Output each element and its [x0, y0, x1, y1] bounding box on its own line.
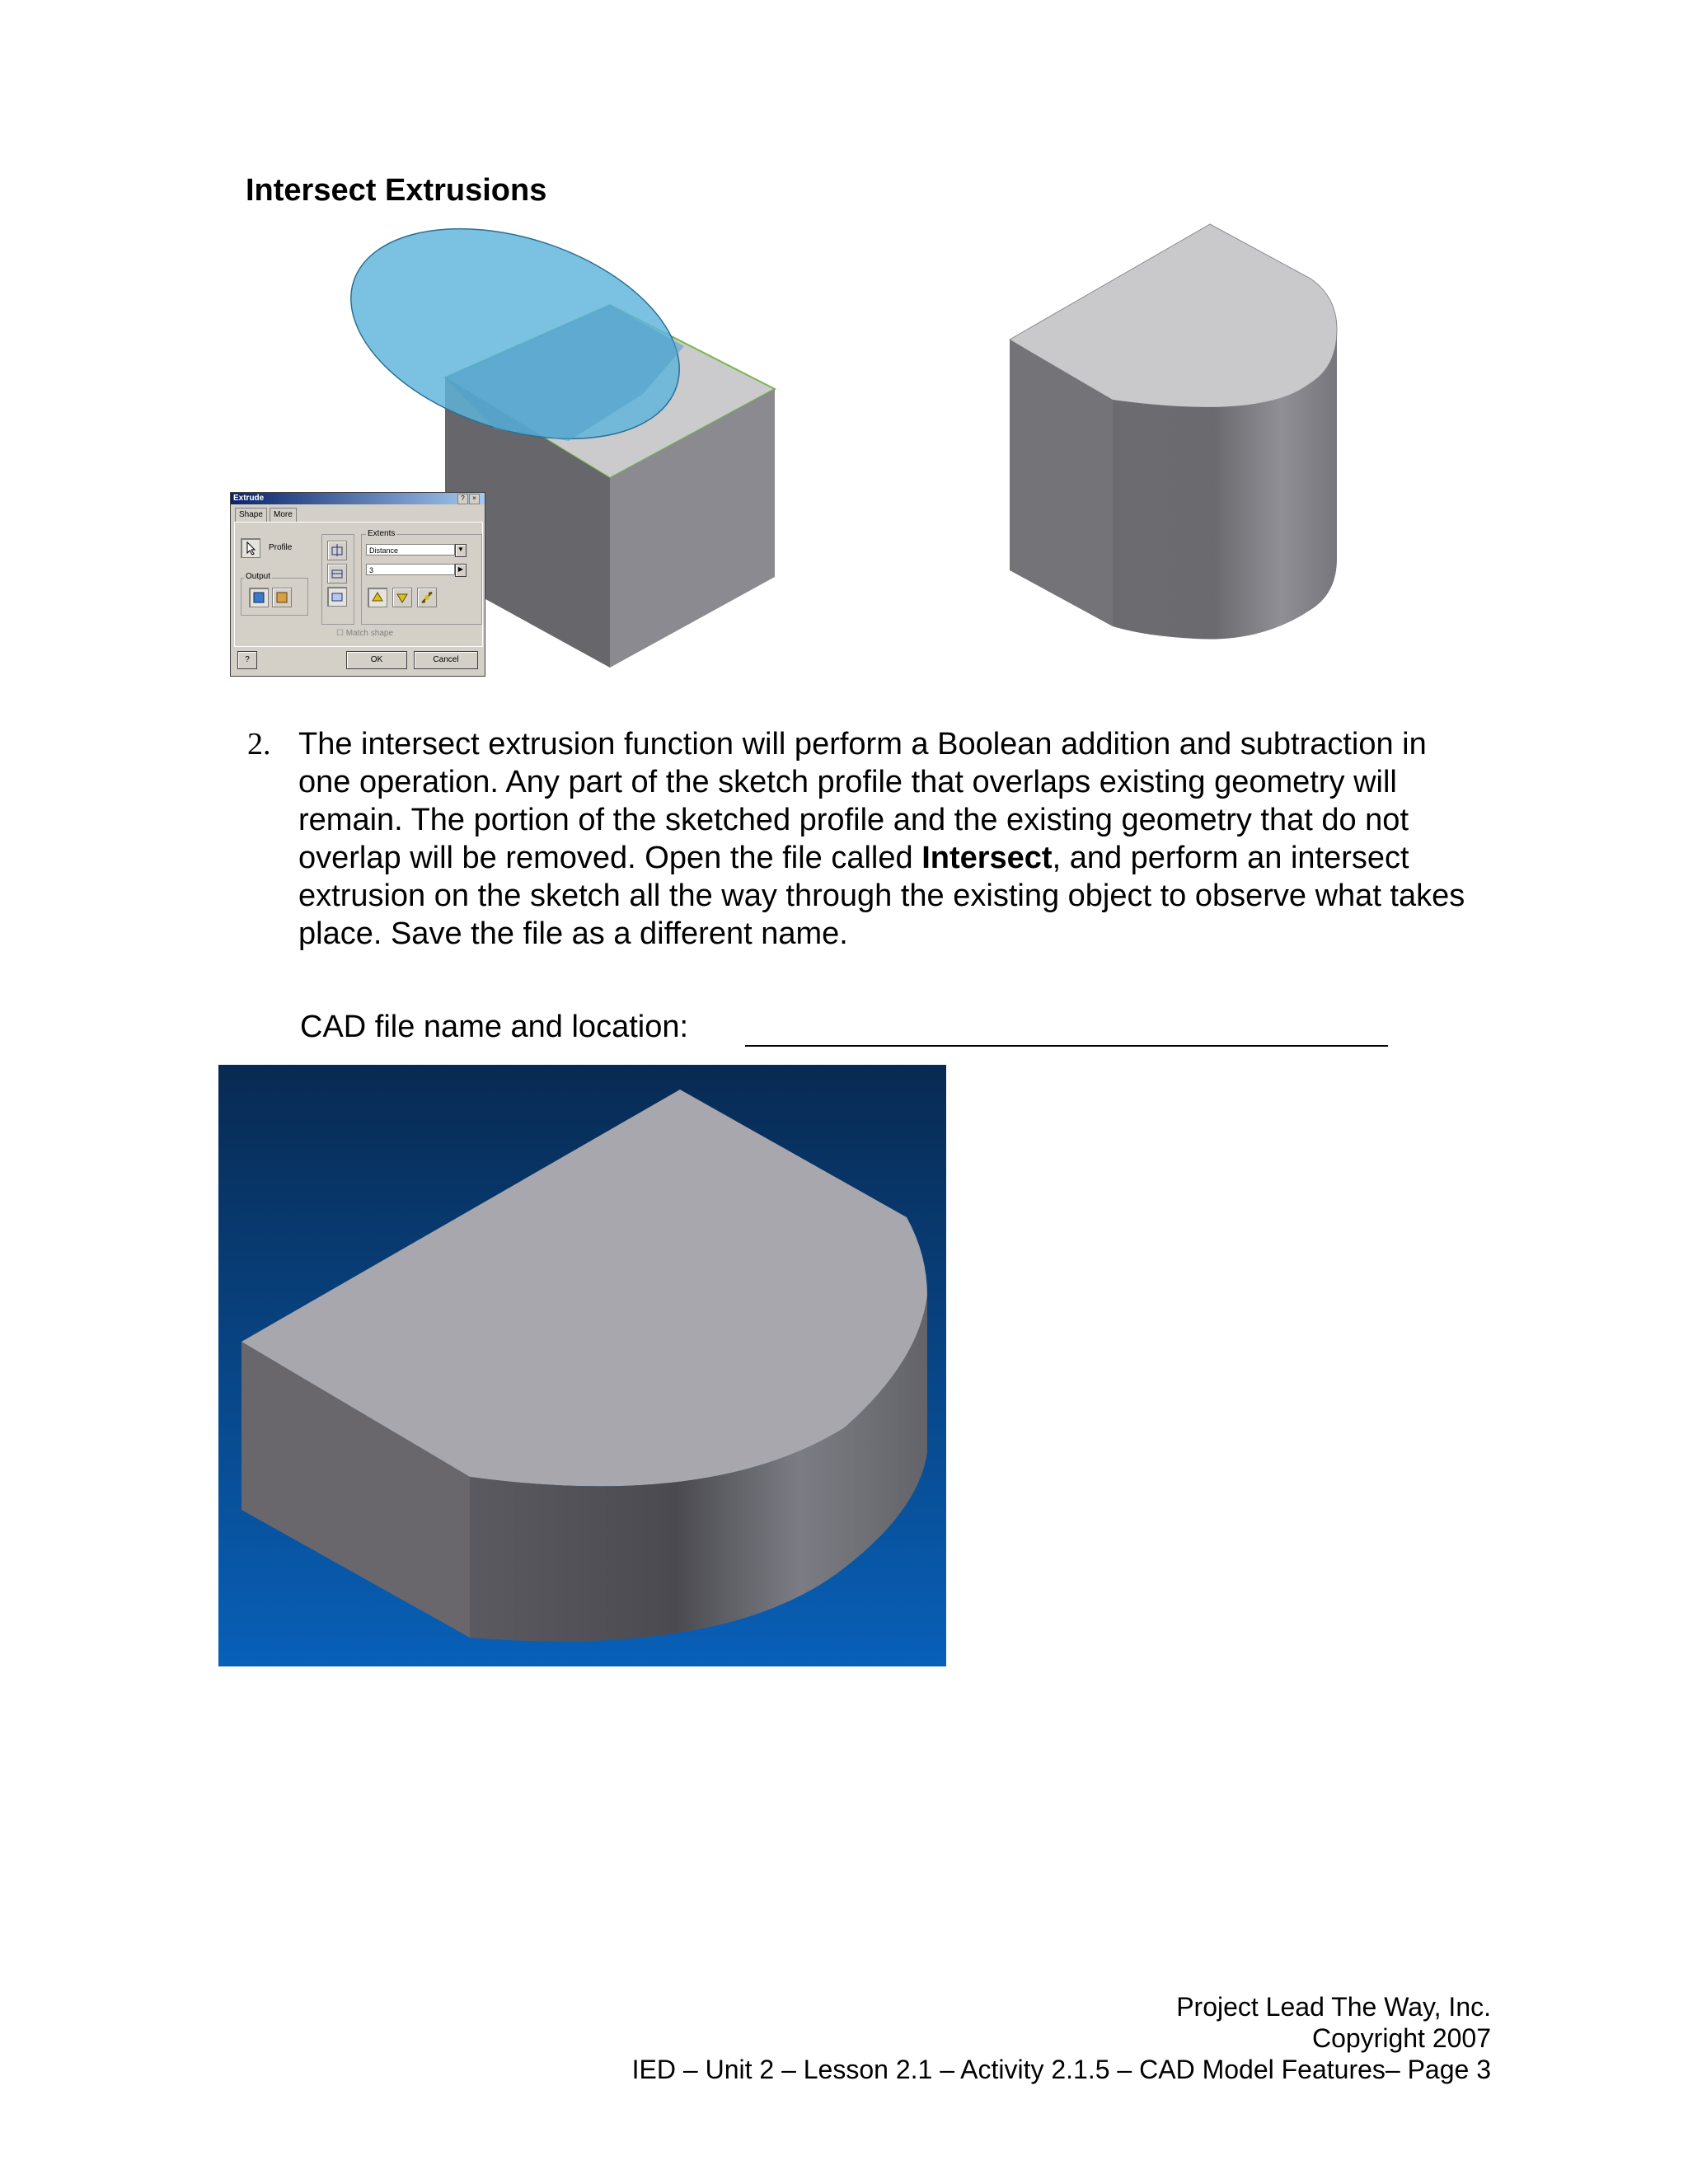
direction-1-button[interactable]	[368, 588, 387, 607]
cad-file-label: CAD file name and location:	[300, 1010, 689, 1044]
output-surface-button[interactable]	[272, 588, 292, 607]
extents-label: Extents	[368, 529, 396, 538]
step-number: 2.	[247, 727, 271, 762]
tab-more[interactable]: More	[270, 508, 297, 522]
output-solid-button[interactable]	[249, 588, 269, 607]
intersect-button[interactable]	[327, 587, 347, 607]
cancel-button[interactable]: Cancel	[414, 651, 478, 669]
output-label: Output	[246, 572, 271, 581]
ok-button[interactable]: OK	[346, 651, 407, 669]
match-shape-label: Match shape	[345, 629, 394, 638]
extents-dropdown-arrow[interactable]: ▼	[455, 544, 467, 557]
direction-arrow-icon	[368, 588, 387, 607]
step-2	[247, 725, 1484, 953]
page-footer	[632, 1991, 1491, 2085]
match-shape-checkbox[interactable]: ☐ Match shape	[336, 629, 394, 638]
symmetric-button[interactable]	[417, 588, 437, 607]
join-icon	[328, 541, 346, 560]
dialog-help-titlebar-button[interactable]: ?	[457, 494, 468, 504]
cursor-arrow-icon	[241, 539, 260, 557]
distance-input[interactable]: 3	[366, 564, 455, 575]
dialog-close-button[interactable]: ×	[469, 494, 480, 504]
surface-icon	[273, 588, 291, 607]
intersect-result	[1010, 224, 1337, 640]
dialog-help-button[interactable]: ?	[237, 651, 257, 669]
solid-icon	[250, 588, 268, 607]
cad-file-answer-line[interactable]	[745, 1045, 1388, 1047]
footer-organization: Project Lead The Way, Inc.	[1176, 1992, 1491, 2022]
footer-copyright: Copyright 2007	[1311, 2023, 1491, 2053]
direction-arrow-icon	[393, 588, 411, 607]
cut-icon	[328, 565, 346, 583]
intersect-icon	[328, 588, 346, 606]
extrude-dialog	[230, 492, 485, 677]
cut-button[interactable]	[327, 564, 347, 583]
profile-select-button[interactable]	[241, 538, 260, 558]
direction-2-button[interactable]	[392, 588, 412, 607]
footer-course-info: IED – Unit 2 – Lesson 2.1 – Activity 2.1.5 – CAD Model Features– Page 3	[631, 2055, 1491, 2084]
symmetric-arrow-icon	[418, 588, 436, 607]
dialog-title: Extrude	[231, 493, 485, 504]
section-heading: Intersect Extrusions	[246, 173, 547, 208]
join-button[interactable]	[327, 541, 347, 560]
extents-select[interactable]: Distance	[366, 544, 455, 555]
step-text: The intersect extrusion function will perform a Boolean addition and subtraction in one operation. Any part of the sketch profile that overlaps existing geometry will remain. The portion of the sketched profile and the existing geometry that do not overlap will be removed. Open the file called Intersect, and perform an intersect extrusion on the sketch all the way through the existing object to observe what takes place. Save the file as a different name.	[298, 727, 1465, 951]
tab-shape[interactable]: Shape	[235, 508, 267, 522]
cad-render	[218, 1065, 946, 1666]
file-name-intersect: Intersect	[921, 841, 1053, 875]
distance-flyout-arrow[interactable]: ▶	[455, 564, 467, 577]
profile-label: Profile	[269, 543, 293, 552]
